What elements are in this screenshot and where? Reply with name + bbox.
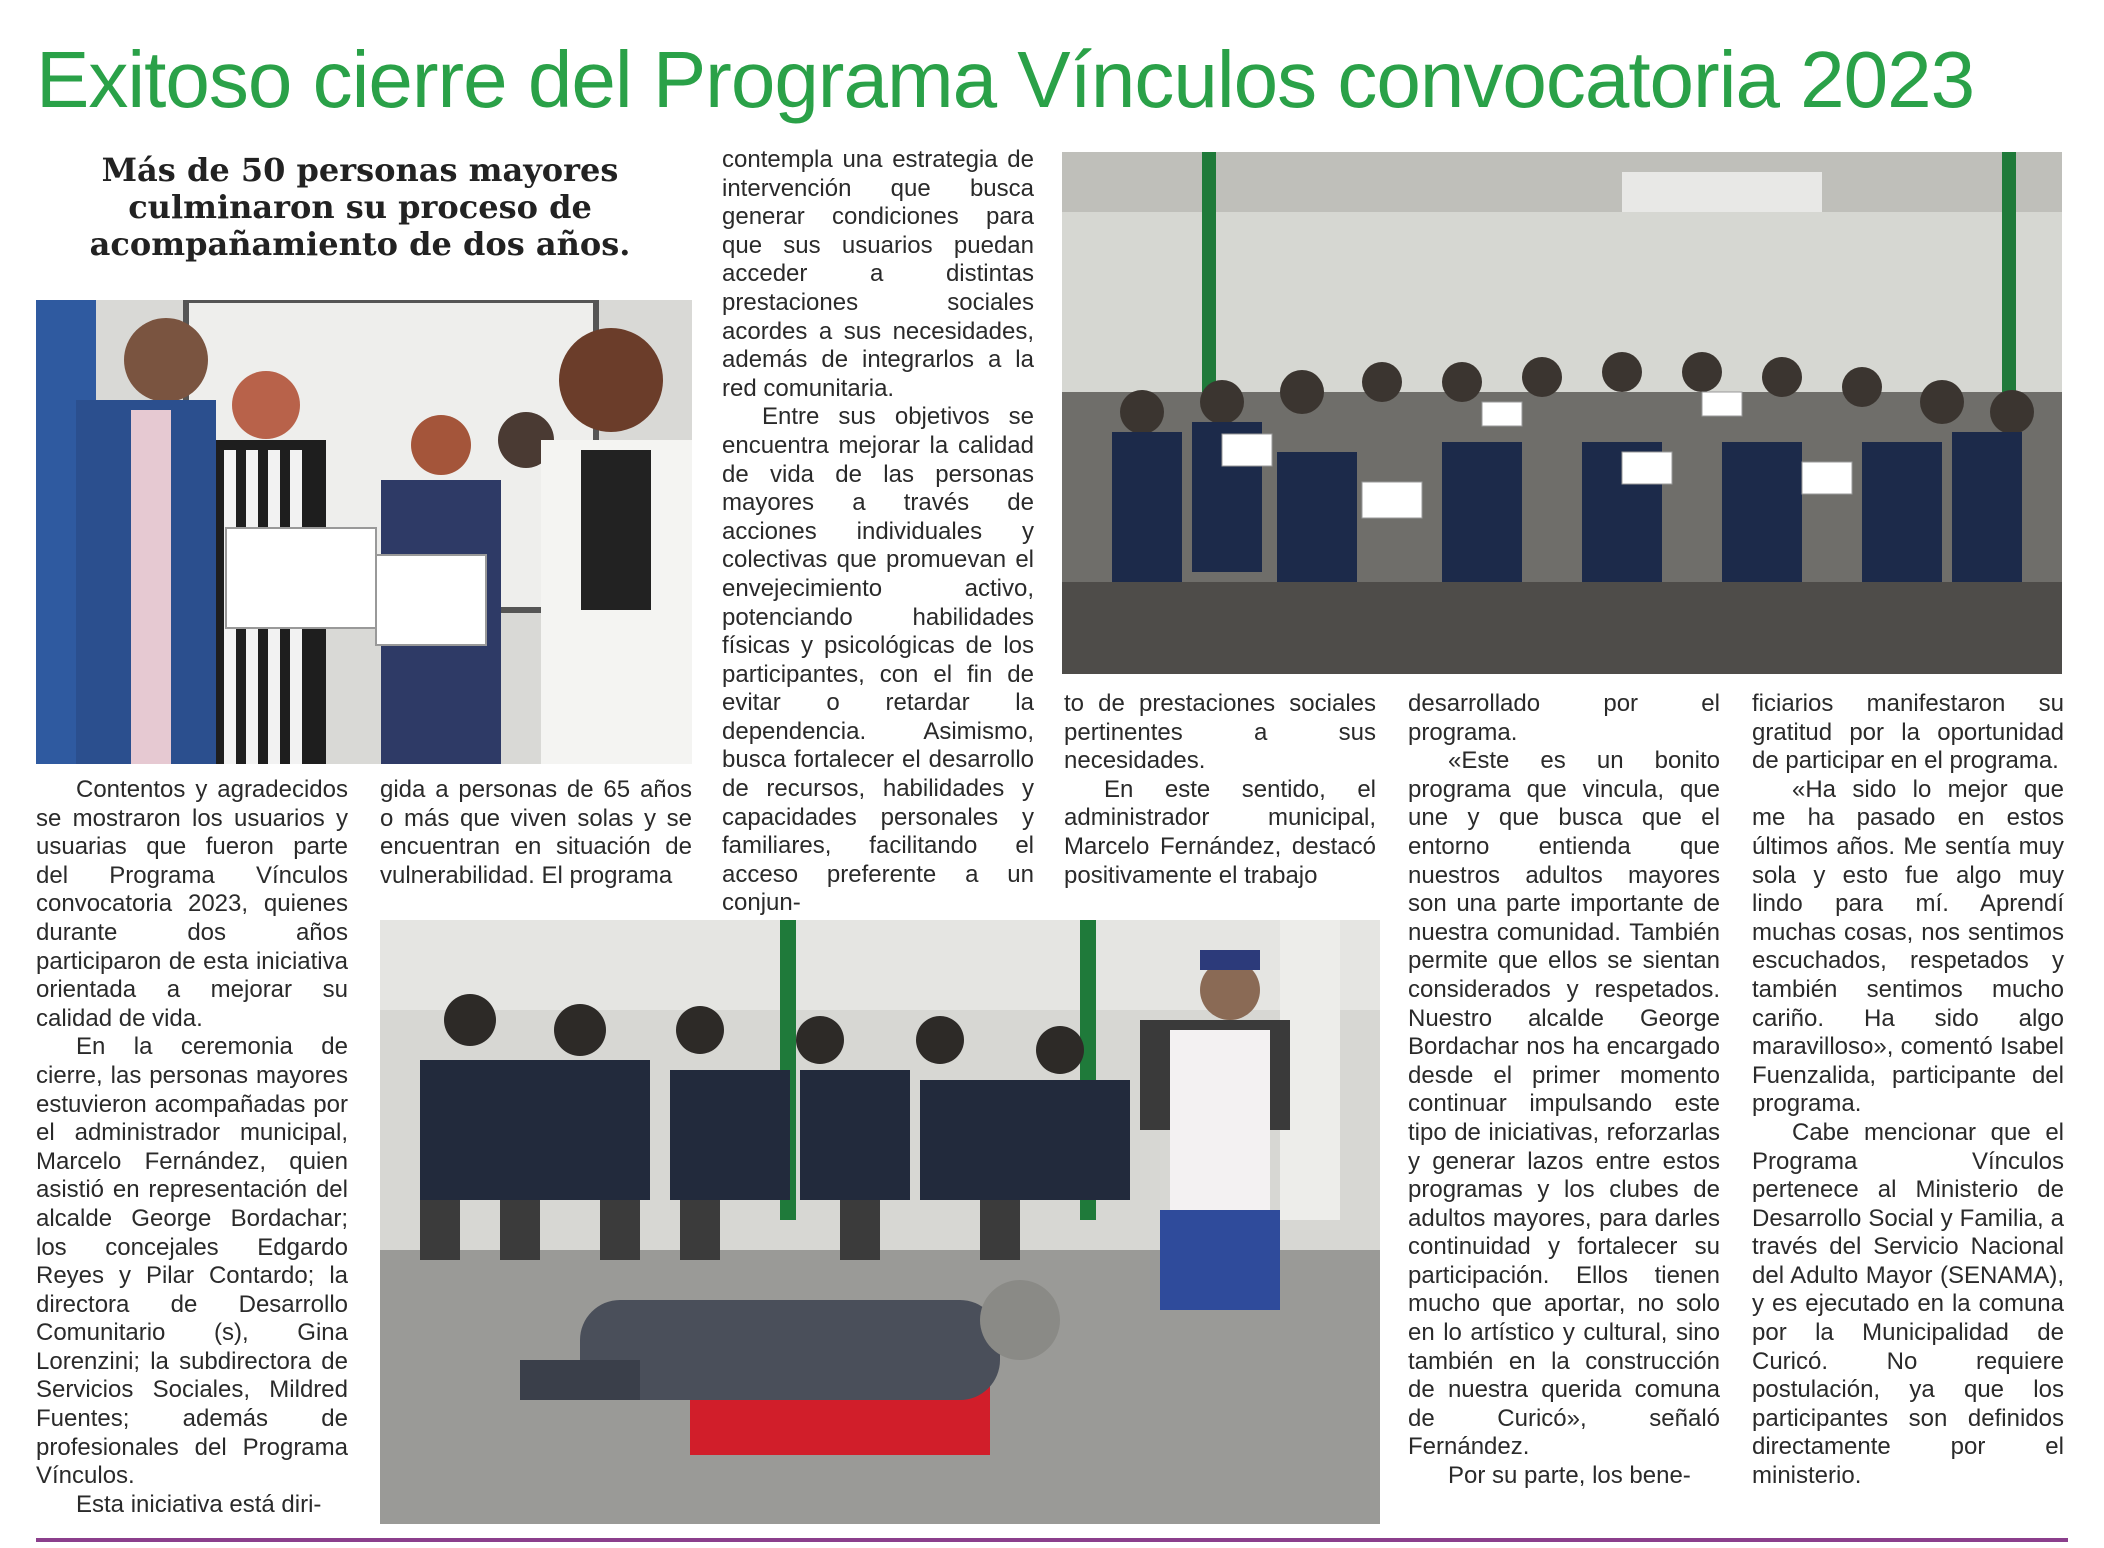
article-column-6: [1752, 690, 2064, 1491]
article-column-3: [722, 146, 1034, 918]
paragraph: ficiarios manifestaron su gratitud por la oportunidad de participar en el programa.: [1752, 690, 2064, 775]
paragraph: desarrollado por el programa.: [1408, 690, 1720, 746]
article-column-5: [1408, 690, 1720, 1491]
paragraph: Cabe mencionar que el Programa Vínculos pertenece al Ministerio de Desarrollo Social y Familia, a través del Servicio Nacional del Adulto Mayor (SENAMA), y es ejecutado en la comuna por la Municipalidad de Curicó. No requiere postulación, ya que los participantes son definidos directamente por el ministerio.: [1752, 1118, 2064, 1490]
photo-performance: [380, 920, 1380, 1524]
paragraph: Contentos y agradecidos se mostraron los usuarios y usuarias que fueron parte del Programa Vínculos convocatoria 2023, quienes durante dos años participaron de esta iniciativa orientada a mejorar su calidad de vida.: [36, 776, 348, 1032]
article-column-2: [380, 776, 692, 890]
paragraph: to de prestaciones sociales pertinentes a sus necesidades.: [1064, 690, 1376, 775]
paragraph: gida a personas de 65 años o más que viven solas y se encuentran en situación de vulnerabilidad. El programa: [380, 776, 692, 889]
paragraph: «Este es un bonito programa que vincula, que une y que busca que el entorno entienda que nuestros adultos mayores son una parte importante de nuestra comunidad. También permite que ellos se sientan considerados y respetados. Nuestro alcalde George Bordachar nos ha encargado desde el primer momento continuar impulsando este tipo de iniciativas, reforzarlas y generar lazos entre estos programas y los clubes de adultos mayores, para darles continuidad y fortalecer su participación. Ellos tienen mucho que aportar, no solo en lo artístico y cultural, sino también en la construcción de nuestra querida comuna de Curicó», señaló Fernández.: [1408, 747, 1720, 1461]
photo-group-participants: [1062, 152, 2062, 674]
paragraph: Por su parte, los bene-: [1448, 1462, 1691, 1490]
headline: Exitoso cierre del Programa Vínculos convocatoria 2023: [36, 35, 1975, 124]
bottom-rule: [36, 1538, 2068, 1542]
article-column-1: [36, 776, 348, 1519]
paragraph: Entre sus objetivos se encuentra mejorar la calidad de vida de las personas mayores a través de acciones individuales y colectivas que promuevan el envejecimiento activo, potenciando habilidades físicas y psicológicas de los participantes, con el fin de evitar o retardar la dependencia. Asimismo, busca fortalecer el desarrollo de recursos, habilidades y capacidades personales y familiares, facilitando el acceso preferente a un conjun-: [722, 403, 1034, 917]
paragraph: «Ha sido lo mejor que me ha pasado en estos últimos años. Me sentía muy sola y esto fue algo muy lindo para mí. Aprendí muchas cosas, nos sentimos escuchados, respetados y también sentimos mucho cariño. Ha sido algo maravilloso», comentó Isabel Fuenzalida, participante del programa.: [1752, 775, 2064, 1118]
paragraph: contempla una estrategia de intervención que busca generar condiciones para que sus usuarios puedan acceder a distintas prestaciones sociales acordes a sus necesidades, además de integrarlos a la red comunitaria.: [722, 146, 1034, 402]
article-column-4: [1064, 690, 1376, 890]
paragraph: En este sentido, el administrador municipal, Marcelo Fernández, destacó positivamente el trabajo: [1064, 775, 1376, 889]
paragraph: Esta iniciativa está diri-: [76, 1490, 322, 1518]
paragraph: En la ceremonia de cierre, las personas mayores estuvieron acompañadas por el administrador municipal, Marcelo Fernández, quien asistió en representación del alcalde George Bordachar; los concejales Edgardo Reyes y Pilar Contardo; la directora de Desarrollo Comunitario (s), Gina Lorenzini; la subdirectora de Servicios Sociales, Mildred Fuentes; además de profesionales del Programa Vínculos.: [36, 1033, 348, 1490]
subheadline: Más de 50 personas mayores culminaron su proceso de acompañamiento de dos años.: [89, 151, 631, 263]
photo-certificate-handover: [36, 300, 692, 764]
